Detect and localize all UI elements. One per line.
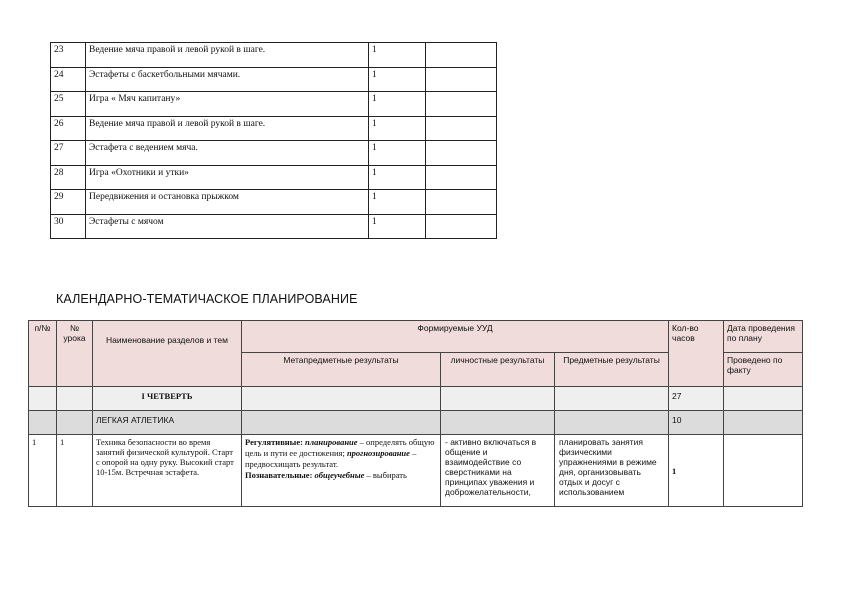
- header-date-fact: Проведено по факту: [724, 353, 803, 387]
- lesson-number: 26: [51, 116, 86, 141]
- lesson-hours: 1: [369, 190, 426, 215]
- lesson-name: Передвижения и остановка прыжком: [86, 190, 369, 215]
- section-hours: 10: [669, 411, 724, 435]
- lesson-number: 23: [51, 43, 86, 68]
- lesson-number: 29: [51, 190, 86, 215]
- lesson-number: 27: [51, 141, 86, 166]
- row-personal: - активно включаться в общение и взаимодействие со сверстниками на принципах уважения и доброжелательности,: [441, 435, 555, 507]
- table-row: [51, 92, 497, 117]
- lesson-number: 30: [51, 214, 86, 239]
- lesson-number: 25: [51, 92, 86, 117]
- table-row: [51, 214, 497, 239]
- header-date-plan: Дата проведения по плану: [724, 321, 803, 353]
- lesson-name: Игра «Охотники и утки»: [86, 165, 369, 190]
- lesson-empty: [426, 165, 497, 190]
- lesson-number: 28: [51, 165, 86, 190]
- row-subject: планировать занятия физическими упражнениями в режиме дня, организовывать отдых и досуг с использованием: [555, 435, 669, 507]
- lesson-name: Ведение мяча правой и левой рукой в шаге.: [86, 116, 369, 141]
- lesson-name: Эстафета с ведением мяча.: [86, 141, 369, 166]
- lesson-hours: 1: [369, 67, 426, 92]
- lesson-empty: [426, 141, 497, 166]
- lesson-empty: [426, 43, 497, 68]
- lesson-hours: 1: [369, 43, 426, 68]
- lesson-hours: 1: [369, 214, 426, 239]
- header-meta: Метапредметные результаты: [242, 353, 441, 387]
- lesson-name: Эстафеты с баскетбольными мячами.: [86, 67, 369, 92]
- header-uud: Формируемые УУД: [242, 321, 669, 353]
- header-hours: Кол-во часов: [669, 321, 724, 387]
- row-pn: 1: [29, 435, 57, 507]
- table-row: [51, 190, 497, 215]
- row-meta: Регулятивные: планирование – определять общую цель и пути ее достижения; прогнозирование – предвосхищать результат. Познавательные: общеучебные – выбирать: [242, 435, 441, 507]
- row-lesson: 1: [57, 435, 93, 507]
- header-section-name: Наименование разделов и тем: [93, 321, 242, 387]
- header-personal: личностные результаты: [441, 353, 555, 387]
- lessons-table: [50, 42, 497, 239]
- lesson-name: Ведение мяча правой и левой рукой в шаге.: [86, 43, 369, 68]
- table-row: [51, 67, 497, 92]
- lesson-empty: [426, 214, 497, 239]
- lesson-empty: [426, 67, 497, 92]
- section-label: ЛЕГКАЯ АТЛЕТИКА: [93, 411, 242, 435]
- lesson-hours: 1: [369, 116, 426, 141]
- quarter-label: I ЧЕТВЕРТЬ: [93, 387, 242, 411]
- lesson-hours: 1: [369, 141, 426, 166]
- lesson-hours: 1: [369, 92, 426, 117]
- table-row: [51, 43, 497, 68]
- header-pn: п/№: [29, 321, 57, 387]
- lesson-number: 24: [51, 67, 86, 92]
- lesson-hours: 1: [369, 165, 426, 190]
- header-lesson-no: № урока: [57, 321, 93, 387]
- quarter-hours: 27: [669, 387, 724, 411]
- row-hours: 1: [669, 435, 724, 507]
- page-title: КАЛЕНДАРНО-ТЕМАТИЧАСКОЕ ПЛАНИРОВАНИЕ: [56, 292, 358, 306]
- table-row: [51, 165, 497, 190]
- lesson-empty: [426, 190, 497, 215]
- lesson-name: Эстафеты с мячом: [86, 214, 369, 239]
- table-row: [51, 141, 497, 166]
- lesson-empty: [426, 92, 497, 117]
- calendar-table: [28, 320, 803, 507]
- table-row: [51, 116, 497, 141]
- row-name: Техника безопасности во время занятий физической культурой. Старт с опорой на одну руку. Высокий старт 10-15м. Встречная эстафета.: [93, 435, 242, 507]
- lesson-name: Игра « Мяч капитану»: [86, 92, 369, 117]
- lesson-empty: [426, 116, 497, 141]
- header-subject: Предметные результаты: [555, 353, 669, 387]
